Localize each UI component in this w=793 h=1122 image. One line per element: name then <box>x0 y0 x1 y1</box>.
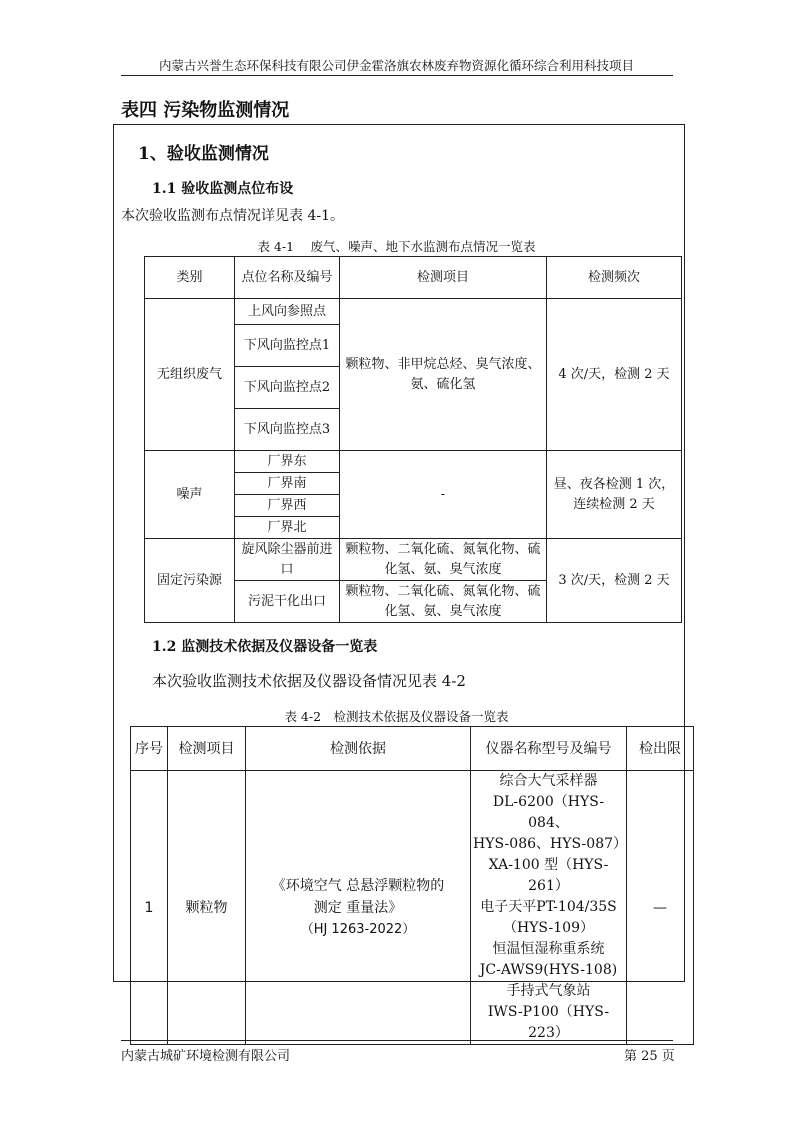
col-header: 点位名称及编号 <box>235 257 340 299</box>
instrument-line: JC-AWS9(HYS-108) <box>479 962 618 978</box>
heading-1-1: 1.1 验收监测点位布设 <box>152 181 294 197</box>
col-header: 类别 <box>145 257 235 299</box>
point-cell: 下风向监控点1 <box>235 325 340 367</box>
item-cell: 颗粒物、非甲烷总烃、臭气浓度、氨、硫化氢 <box>340 299 547 451</box>
instrument-line: XA-100 型（HYS-261） <box>488 857 609 894</box>
basis-line: 《环境空气 总悬浮颗粒物的 <box>271 877 445 894</box>
table-4-1-caption: 表 4-1 废气、噪声、地下水监测布点情况一览表 <box>257 239 536 254</box>
heading-1-2: 1.2 监测技术依据及仪器设备一览表 <box>152 639 378 655</box>
footer-rule <box>121 1040 673 1041</box>
instrument-line: 综合大气采样器 <box>499 773 598 789</box>
point-cell: 厂界东 <box>235 451 340 473</box>
table-4-2 <box>130 726 694 1045</box>
col-header: 检测频次 <box>547 257 682 299</box>
row-number: 1 <box>131 771 168 1045</box>
instrument-line: 电子天平PT-104/35S <box>480 899 617 915</box>
point-cell: 厂界西 <box>235 495 340 517</box>
footer-company: 内蒙古城矿环境检测有限公司 <box>121 1049 291 1064</box>
page-number: 第 25 页 <box>624 1049 675 1064</box>
freq-cell: 3 次/天，检测 2 天 <box>547 539 682 623</box>
col-header: 检测依据 <box>246 727 471 771</box>
item-cell: 颗粒物、二氧化硫、氮氧化物、硫化氢、氨、臭气浓度 <box>340 581 547 623</box>
header-rule <box>121 75 673 76</box>
heading-1: 1、验收监测情况 <box>138 144 269 164</box>
freq-cell: 昼、夜各检测 1 次，连续检测 2 天 <box>547 451 682 539</box>
point-cell: 旋风除尘器前进口 <box>235 539 340 581</box>
intro-1-1: 本次验收监测布点情况详见表 4-1。 <box>121 208 344 224</box>
point-cell: 上风向参照点 <box>235 299 340 325</box>
col-header: 检测项目 <box>340 257 547 299</box>
category-cell: 无组织废气 <box>145 299 235 451</box>
section-title: 表四 污染物监测情况 <box>121 100 290 121</box>
col-header: 检测项目 <box>168 727 246 771</box>
basis-standard: （HJ 1263-2022） <box>300 921 416 937</box>
table-4-1 <box>144 256 682 623</box>
item-cell: 颗粒物 <box>168 771 246 1045</box>
item-cell: 颗粒物、二氧化硫、氮氧化物、硫化氢、氨、臭气浓度 <box>340 539 547 581</box>
intro-1-2: 本次验收监测技术依据及仪器设备情况见表 4-2 <box>152 672 466 690</box>
table-4-2-caption: 表 4-2 检测技术依据及仪器设备一览表 <box>284 709 509 724</box>
freq-cell: 4 次/天，检测 2 天 <box>547 299 682 451</box>
basis-cell <box>246 771 471 1045</box>
instrument-line: DL-6200（HYS-084、 <box>492 794 605 831</box>
col-header: 检出限 <box>627 727 694 771</box>
point-cell: 下风向监控点3 <box>235 409 340 451</box>
instrument-cell <box>471 771 627 1045</box>
col-header: 仪器名称型号及编号 <box>471 727 627 771</box>
page-header: 内蒙古兴誉生态环保科技有限公司伊金霍洛旗农林废弃物资源化循环综合利用科技项目 <box>158 58 634 73</box>
basis-line: 测定 重量法》 <box>313 899 403 916</box>
item-cell: - <box>340 451 547 539</box>
instrument-line: IWS-P100（HYS-223） <box>487 1004 610 1041</box>
instrument-line: 恒温恒湿称重系统 <box>492 941 605 957</box>
category-cell: 噪声 <box>145 451 235 539</box>
point-cell: 厂界南 <box>235 473 340 495</box>
limit-cell: — <box>627 771 694 1045</box>
point-cell: 下风向监控点2 <box>235 367 340 409</box>
point-cell: 污泥干化出口 <box>235 581 340 623</box>
category-cell: 固定污染源 <box>145 539 235 623</box>
point-cell: 厂界北 <box>235 517 340 539</box>
instrument-line: HYS-086、HYS-087） <box>473 836 628 852</box>
instrument-line: （HYS-109） <box>502 920 594 936</box>
instrument-line: 手持式气象站 <box>506 983 591 999</box>
col-header: 序号 <box>131 727 168 771</box>
